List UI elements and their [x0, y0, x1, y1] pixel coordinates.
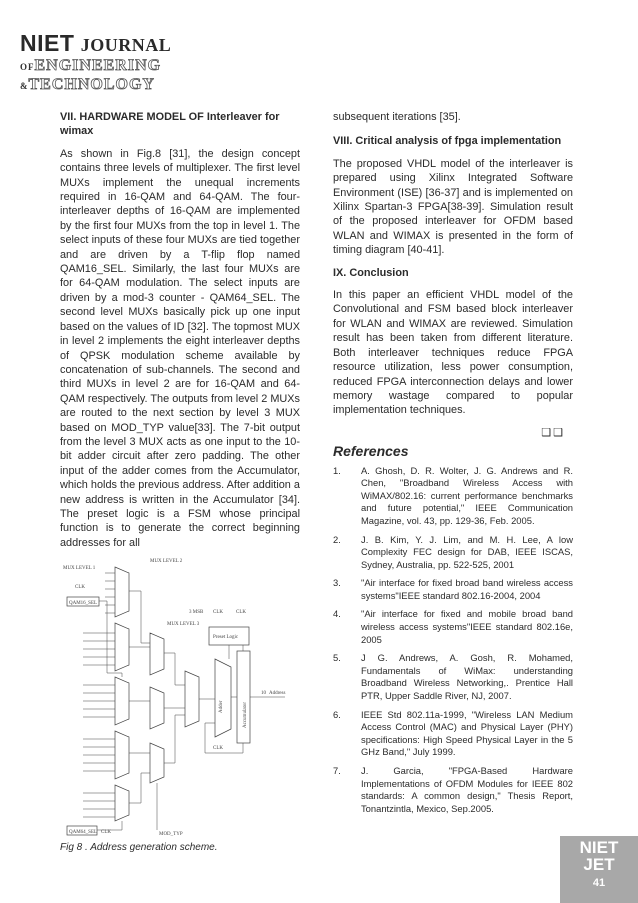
references-list [333, 465, 573, 816]
label-ten: 10 [261, 691, 266, 696]
figure-caption: Fig 8 . Address generation scheme. [60, 842, 218, 853]
reference-item: 2. J. B. Kim, Y. J. Lim, and M. H. Lee, A low Complexity FEC design for DAB, IEEE ISCAS, Sydney, Australia, pp. 522-525, 2001 [333, 533, 573, 570]
label-clk-acc: CLK [236, 610, 246, 615]
label-preset-logic: Preset Logic [213, 635, 239, 640]
page-number: 41 [592, 877, 606, 889]
references-heading: References [333, 443, 409, 460]
section-body-critical-analysis: The proposed VHDL model of the interleaver is prepared using Xilinx Integrated Software Environment (ISE) [36-37] and is implemented on Xilinx Spartan-3 FPGA[38-39]. Simulation result of the proposed interleaver for OFDM based WLAN and WIMAX is presented in the form of timing diagram [40-41]. [333, 157, 573, 257]
badge-niet: NIET [579, 838, 619, 857]
reference-item: 6. IEEE Std 802.11a-1999, "Wireless LAN Medium Access Control (MAC) and Physical Layer (PHY) specifications: High Speed Physical Layer in the 5 GHz Band," July 1999. [333, 708, 573, 758]
label-3msb: 3 MSB [189, 610, 204, 615]
reference-item: 7. J. Garcia, "FPGA-Based Hardware Implementations of OFDM Modules for IEEE 802 standards: A common design," Thesis Report, Tonantzintla, Mexico, Sep.2005. [333, 765, 573, 814]
label-mux-level-1: MUX LEVEL 1 [63, 566, 96, 571]
end-of-article-mark: ❑❑ [541, 426, 565, 439]
label-mod-typ: MOD_TYP [159, 832, 183, 837]
section-heading-conclusion: IX. Conclusion [333, 266, 409, 279]
journal-page-badge [560, 836, 638, 903]
continuation-text: subsequent iterations [35]. [333, 111, 461, 123]
label-clk-preset: CLK [213, 610, 223, 615]
label-mux-level-2: MUX LEVEL 2 [150, 559, 183, 564]
label-mux-level-3: MUX LEVEL 3 [167, 622, 200, 627]
journal-title-line3: &TECHNOLOGY [20, 76, 155, 93]
journal-title-line2: OFENGINEERING [20, 57, 162, 74]
label-qam16-sel: QAM16_SEL [69, 601, 98, 606]
section-heading-critical-analysis: VIII. Critical analysis of fpga implementation [333, 135, 562, 148]
reference-item: 4. "Air interface for fixed and mobile broad band wireless access systems"IEEE standard 802.16e, 2005 [333, 608, 573, 645]
label-address: Address [269, 691, 286, 696]
reference-item: 3. "Air interface for fixed broad band wireless access systems"IEEE standard 802.16-2004, 2004 [333, 577, 573, 601]
section-body-hardware-model: As shown in Fig.8 [31], the design concept contains three levels of multiplexer. The first level MUXs implement the unequal increments required in 16-QAM and 64-QAM. The four-interleaver depths of 16-QAM are implemented by the first four MUXs from the top in level 1. The select inputs of these four MUXs are tied together and are driven by a T-flip flop named QAM16_SEL. Similarly, the last four MUXs are for 64-QAM modulation. The select inputs are driven by a mod-3 counter - QAM64_SEL. The second level MUXs basically pick up one input based on the values of ID [32]. The topmost MUX in level 2 implements the eight interleaver depths of QPSK modulation scheme available by concatenation of sub-channels. The second and third MUXs in level 2 are for 16-QAM and 64-QAM respectively. The outputs from level 2 MUXs are routed to the next section by level 3 MUX based on MOD_TYP value[33]. The 7-bit output from the level 3 MUX acts as one input to the 10-bit adder circuit after zero padding. The other input of the adder comes from the Accumulator, which holds the previous address. After addition a new address is written in the Accumulator [34]. The preset logic is a FSM whose principal function is to generate the correct beginning addresses for all [60, 147, 300, 549]
reference-item: 1. A. Ghosh, D. R. Wolter, J. G. Andrews and R. Chen, "Broadband Wireless Access with WiMAX/802.16: current performance benchmarks and future potential," IEEE Communication Magazine, vol. 43, pp. 129-36, Feb. 2005. [333, 464, 573, 526]
label-clk-top: CLK [75, 585, 85, 590]
label-clk-left: CLK [101, 830, 111, 835]
label-qam64-sel: QAM64_SEL [69, 830, 98, 835]
left-column [60, 110, 300, 550]
figure-address-generation [55, 553, 300, 838]
journal-masthead [20, 30, 171, 95]
right-column [333, 110, 573, 821]
badge-jet: JET [583, 855, 615, 874]
section-heading-hardware-model: VII. HARDWARE MODEL OF Interleaver for wimax [60, 111, 280, 138]
section-body-conclusion: In this paper an efficient VHDL model of the Convolutional and FSM based block interleaver for WLAN and WIMAX are reviewed. Simulation result has been taken from different literature. Both interleaver techniques reduce FPGA resource utilization, less power consumption, reduced FPGA interconnection delays and lower memory wastage compared to popular implementation techniques. [333, 289, 573, 417]
journal-title-line1: NIET JOURNAL [20, 30, 172, 56]
label-clk-bottom: CLK [213, 746, 223, 751]
reference-item: 5. J G. Andrews, A. Gosh, R. Mohamed, Fundamentals of WiMax: understanding Broadband Wireless Networking,. Prentice Hall PTR, Upper Saddle River, NJ, 2007. [333, 652, 573, 702]
label-adder: Adder [219, 700, 224, 713]
address-generation-diagram [55, 553, 300, 838]
label-accumulator: Accumulator [243, 701, 248, 728]
